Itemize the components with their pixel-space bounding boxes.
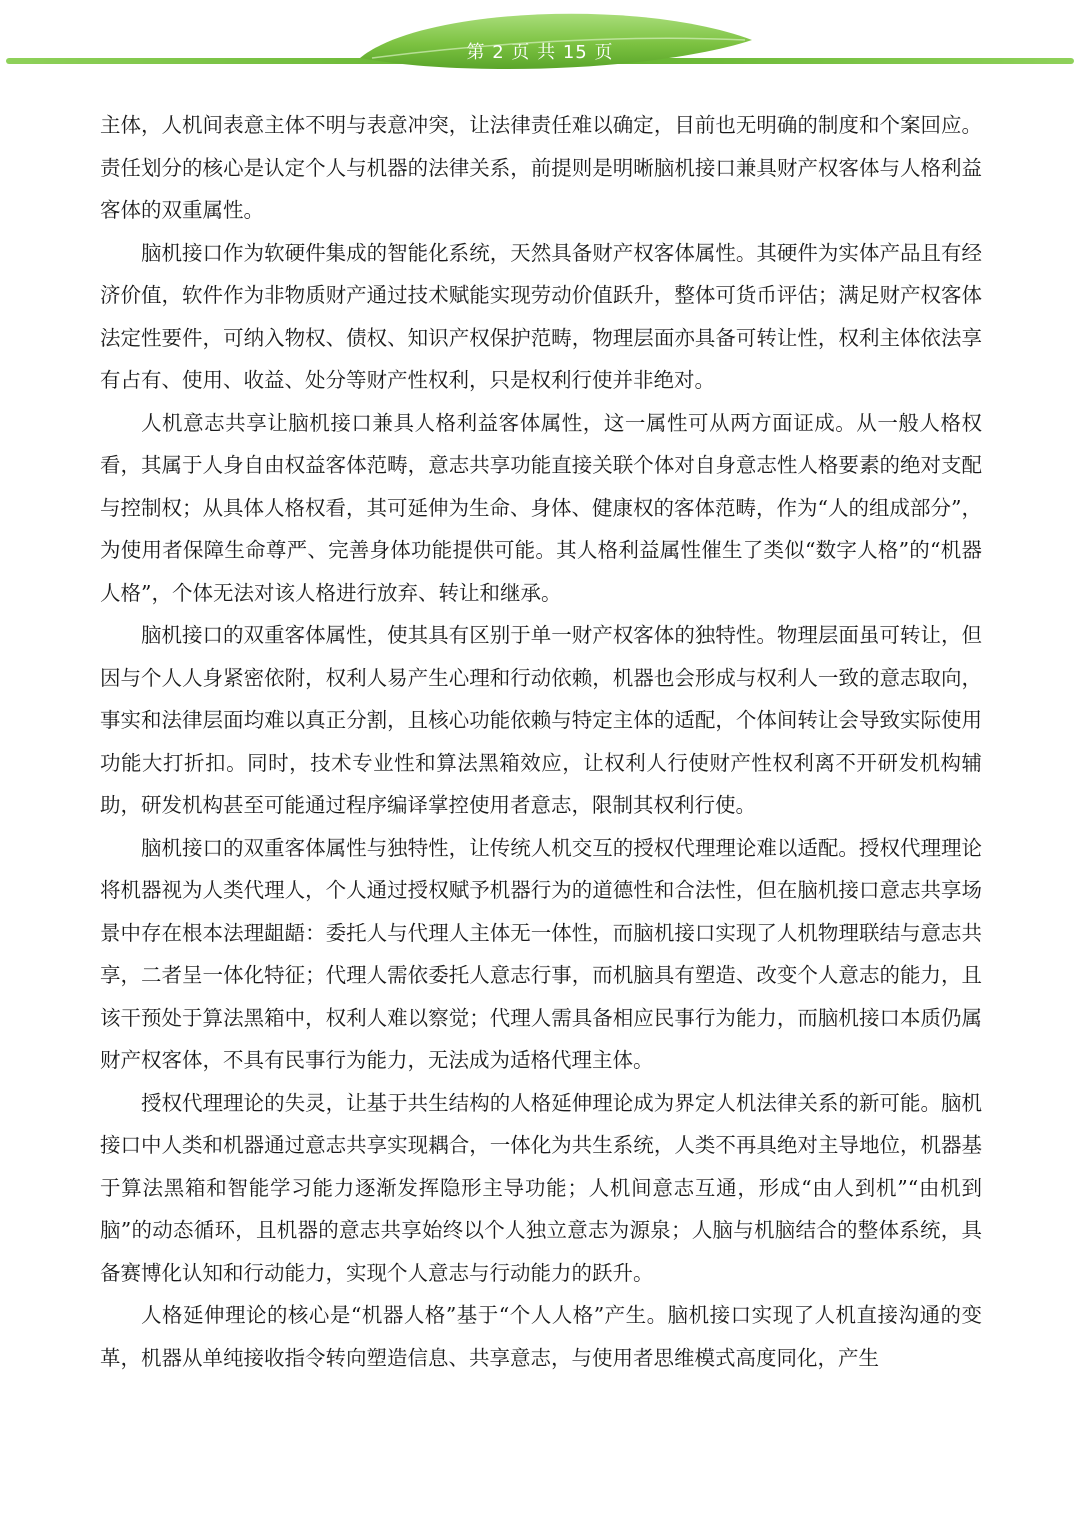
paragraph-2: 脑机接口作为软硬件集成的智能化系统，天然具备财产权客体属性。其硬件为实体产品且有经济价值，软件作为非物质财产通过技术赋能实现劳动价值跃升，整体可货币评估；满足财产权客体法定性要件，可纳入物权、债权、知识产权保护范畴，物理层面亦具备可转让性，权利主体依法享有占有、使用、收益、处分等财产性权利，只是权利行使并非绝对。	[100, 240, 982, 392]
paragraph-7: 人格延伸理论的核心是“机器人格”基于“个人人格”产生。脑机接口实现了人机直接沟通的变革，机器从单纯接收指令转向塑造信息、共享意志，与使用者思维模式高度同化，产生	[100, 1303, 982, 1370]
document-body	[100, 104, 982, 1379]
paragraph-3: 人机意志共享让脑机接口兼具人格利益客体属性，这一属性可从两方面证成。从一般人格权看，其属于人身自由权益客体范畴，意志共享功能直接关联个体对自身意志性人格要素的绝对支配与控制权；从具体人格权看，其可延伸为生命、身体、健康权的客体范畴，作为“人的组成部分”，为使用者保障生命尊严、完善身体功能提供可能。其人格利益属性催生了类似“数字人格”的“机器人格”，个体无法对该人格进行放弃、转让和继承。	[100, 410, 982, 605]
paragraph-6: 授权代理理论的失灵，让基于共生结构的人格延伸理论成为界定人机法律关系的新可能。脑机接口中人类和机器通过意志共享实现耦合，一体化为共生系统，人类不再具绝对主导地位，机器基于算法黑箱和智能学习能力逐渐发挥隐形主导功能；人机间意志互通，形成“由人到机”“由机到脑”的动态循环，且机器的意志共享始终以个人独立意志为源泉；人脑与机脑结合的整体系统，具备赛博化认知和行动能力，实现个人意志与行动能力的跃升。	[100, 1090, 982, 1285]
paragraph-1: 主体，人机间表意主体不明与表意冲突，让法律责任难以确定，目前也无明确的制度和个案回应。责任划分的核心是认定个人与机器的法律关系，前提则是明晰脑机接口兼具财产权客体与人格利益客体的双重属性。	[100, 113, 982, 222]
page-header	[0, 0, 1080, 100]
paragraph-5: 脑机接口的双重客体属性与独特性，让传统人机交互的授权代理理论难以适配。授权代理理论将机器视为人类代理人，个人通过授权赋予机器行为的道德性和合法性，但在脑机接口意志共享场景中存在根本法理龃龉：委托人与代理人主体无一体性，而脑机接口实现了人机物理联结与意志共享，二者呈一体化特征；代理人需依委托人意志行事，而机脑具有塑造、改变个人意志的能力，且该干预处于算法黑箱中，权利人难以察觉；代理人需具备相应民事行为能力，而脑机接口本质仍属财产权客体，不具有民事行为能力，无法成为适格代理主体。	[100, 835, 982, 1072]
paragraph-4: 脑机接口的双重客体属性，使其具有区别于单一财产权客体的独特性。物理层面虽可转让，但因与个人人身紧密依附，权利人易产生心理和行动依赖，机器也会形成与权利人一致的意志取向，事实和法律层面均难以真正分割，且核心功能依赖与特定主体的适配，个体间转让会导致实际使用功能大打折扣。同时，技术专业性和算法黑箱效应，让权利人行使财产性权利离不开研发机构辅助，研发机构甚至可能通过程序编译掌控使用者意志，限制其权利行使。	[100, 623, 982, 817]
page-indicator: 第 2 页 共 15 页	[466, 42, 614, 63]
